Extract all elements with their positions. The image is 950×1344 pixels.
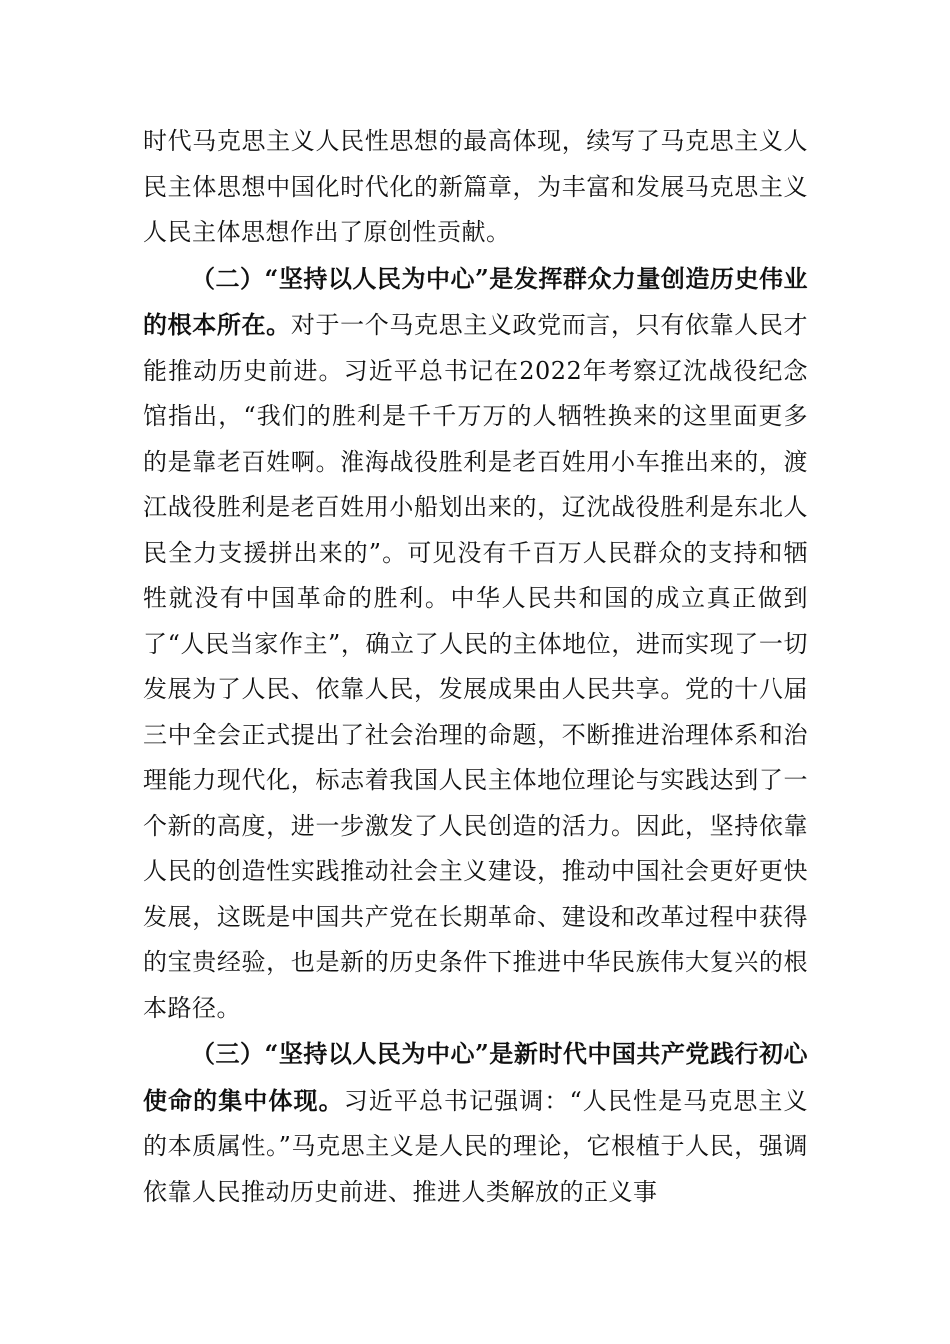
- paragraph-section-2: [143, 256, 808, 1032]
- paragraph-text: 时代马克思主义人民性思想的最高体现，续写了马克思主义人民主体思想中国化时代化的新篇章，为丰富和发展马克思主义人民主体思想作出了原创性贡献。: [143, 127, 808, 246]
- section-heading: （三）“坚持以人民为中心”是新时代中国共产党践行初心使命的集中体现。: [143, 1039, 808, 1115]
- paragraph-text: 对于一个马克思主义政党而言，只有依靠人民才能推动历史前进。习近平总书记在2022年考察辽沈战役纪念馆指出，“我们的胜利是千千万万的人牺牲换来的这里面更多的是靠老百姓啊。淮海战役胜利是老百姓用小车推出来的，渡江战役胜利是老百姓用小船划出来的，辽沈战役胜利是东北人民全力支援拼出来的”。可见没有千百万人民群众的支持和牺牲就没有中国革命的胜利。中华人民共和国的成立真正做到了“人民当家作主”，确立了人民的主体地位，进而实现了一切发展为了人民、依靠人民，发展成果由人民共享。党的十八届三中全会正式提出了社会治理的命题，不断推进治理体系和治理能力现代化，标志着我国人民主体地位理论与实践达到了一个新的高度，进一步激发了人民创造的活力。因此，坚持依靠人民的创造性实践推动社会主义建设，推动中国社会更好更快发展，这既是中国共产党在长期革命、建设和改革过程中获得的宝贵经验，也是新的历史条件下推进中华民族伟大复兴的根本路径。: [143, 311, 809, 1022]
- paragraph-continuation: [143, 118, 808, 256]
- document-body: [143, 118, 808, 1215]
- paragraph-section-3: [143, 1031, 808, 1215]
- section-heading: （二）“坚持以人民为中心”是发挥群众力量创造历史伟业的根本所在。: [143, 263, 808, 339]
- paragraph-text: 习近平总书记强调：“人民性是马克思主义的本质属性。”马克思主义是人民的理论，它根植于人民，强调依靠人民推动历史前进、推进人类解放的正义事: [143, 1086, 808, 1206]
